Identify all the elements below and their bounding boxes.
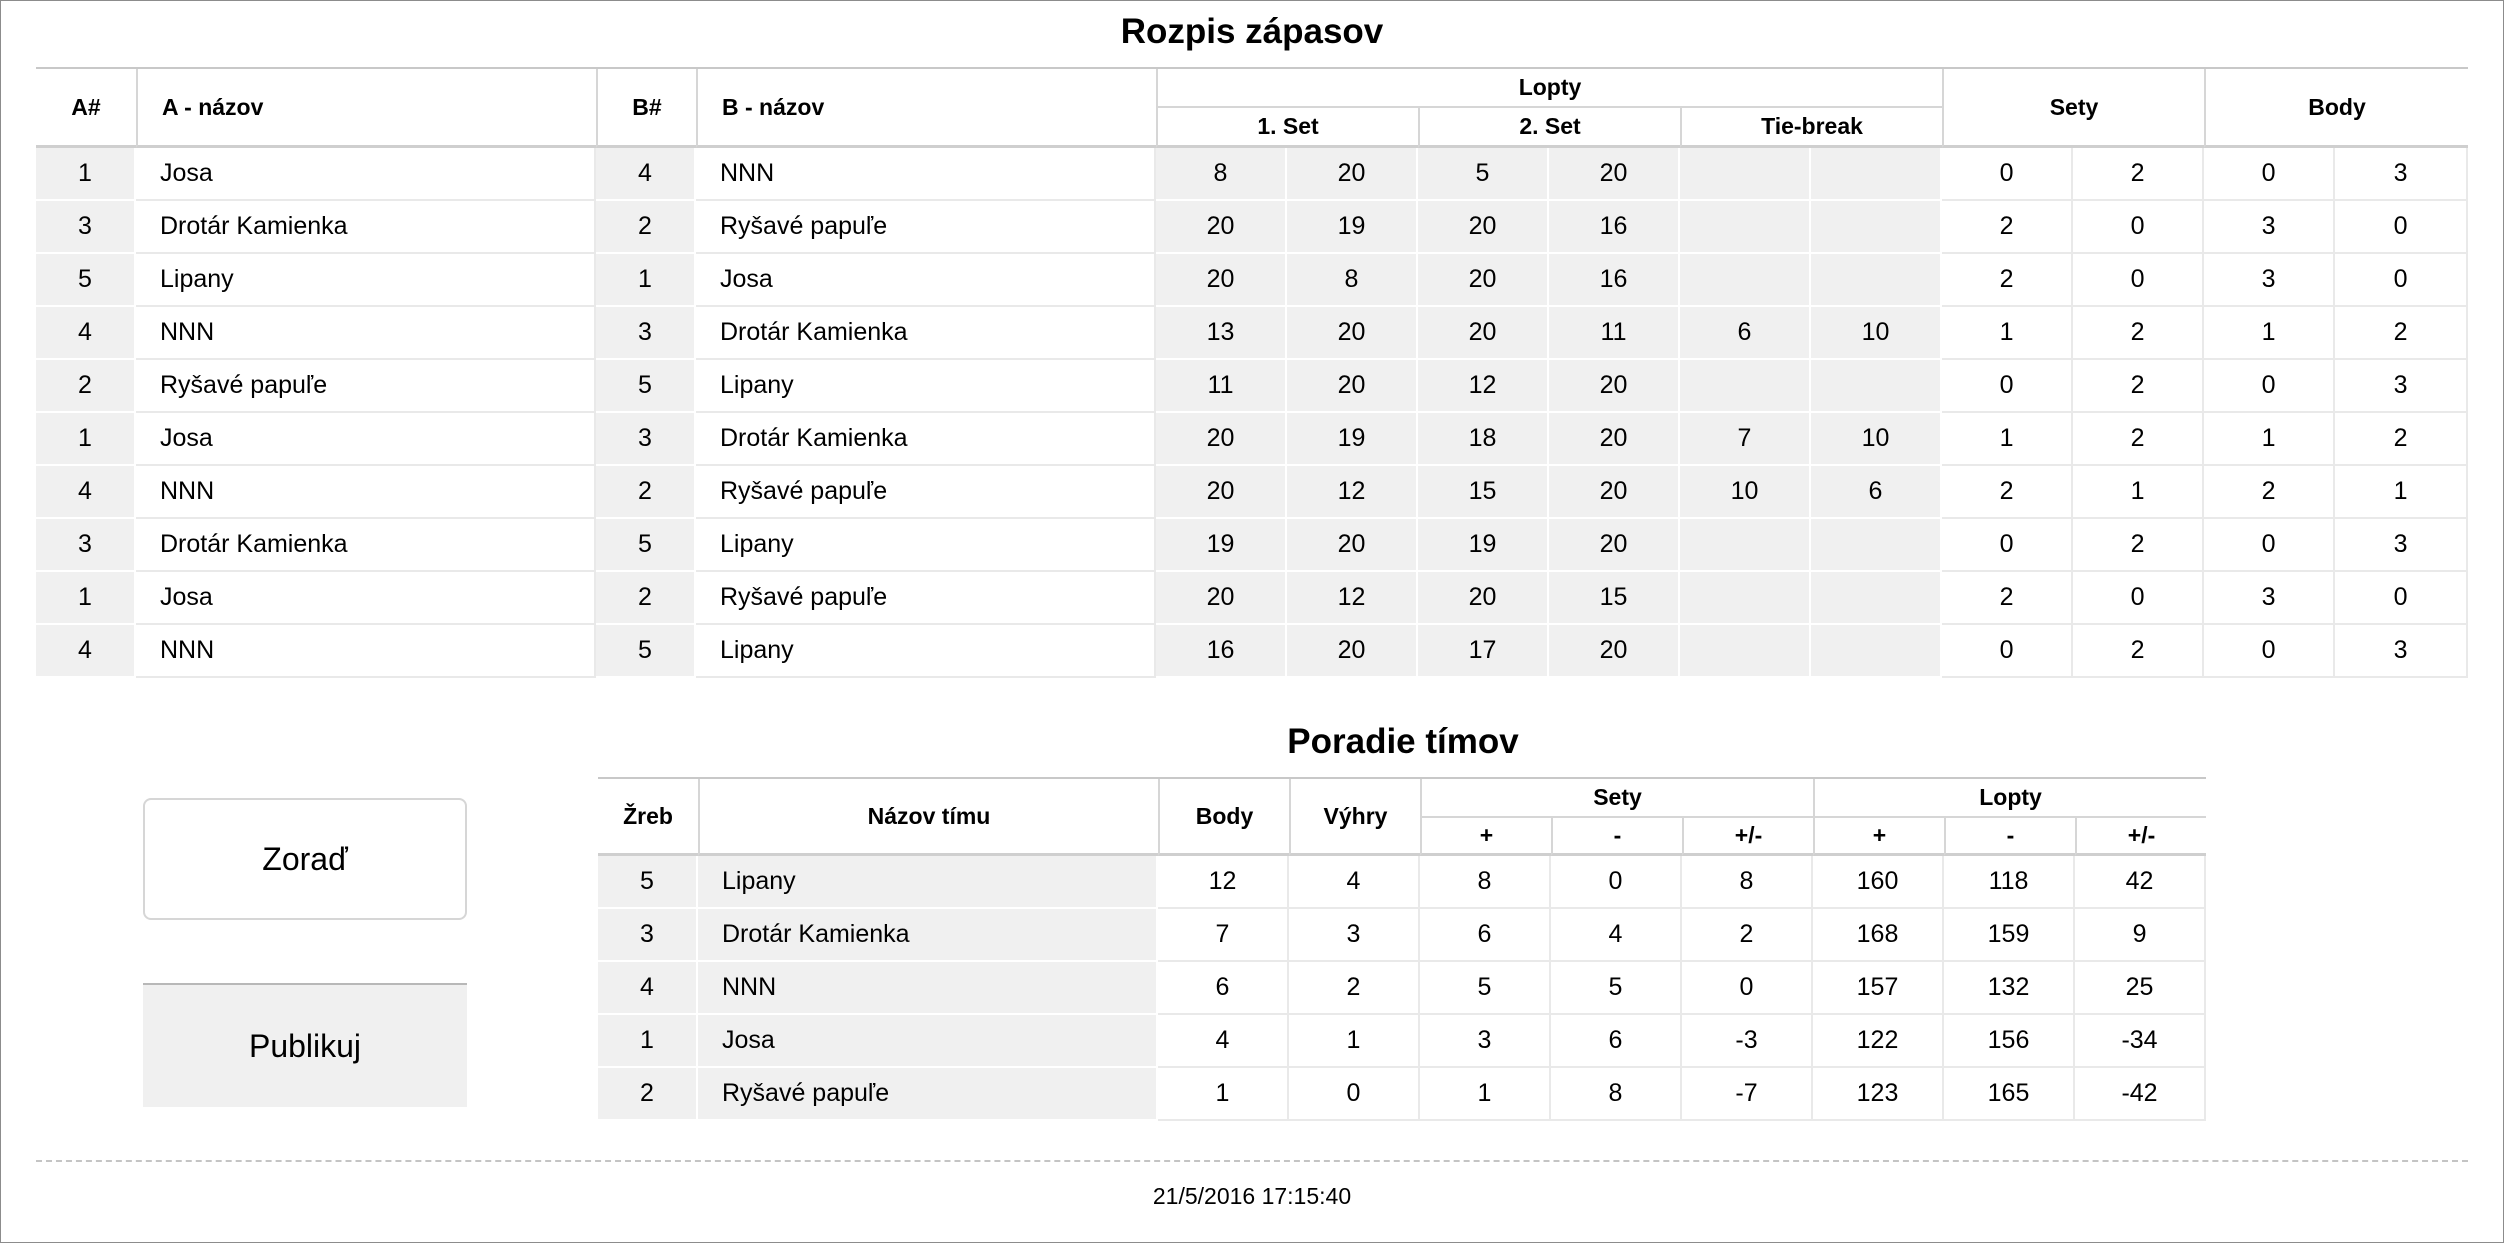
cell-sp: 5 xyxy=(1420,962,1551,1015)
match-row xyxy=(36,148,2468,201)
cell-body: 4 xyxy=(1158,1015,1289,1068)
cell-a-num: 1 xyxy=(36,148,136,201)
cell-bb: 3 xyxy=(2335,360,2468,413)
cell-tbb xyxy=(1811,148,1942,201)
cell-s1b: 8 xyxy=(1287,254,1418,307)
cell-s2a: 20 xyxy=(1418,254,1549,307)
cell-tbb xyxy=(1811,201,1942,254)
cell-b-num: 2 xyxy=(596,201,696,254)
cell-a-name: Drotár Kamienka xyxy=(136,519,596,572)
cell-sm: 0 xyxy=(1551,856,1682,909)
cell-tba xyxy=(1680,360,1811,413)
cell-ld: -42 xyxy=(2075,1068,2206,1121)
cell-s1b: 20 xyxy=(1287,625,1418,678)
cell-body: 12 xyxy=(1158,856,1289,909)
timestamp: 21/5/2016 17:15:40 xyxy=(1152,1183,1352,1209)
cell-zreb: 3 xyxy=(598,909,698,962)
cell-b-num: 5 xyxy=(596,625,696,678)
cell-lp: 160 xyxy=(1813,856,1944,909)
standings-row xyxy=(598,962,2206,1015)
cell-sa: 0 xyxy=(1942,360,2073,413)
col-sety-diff: +/- xyxy=(1682,818,1813,856)
cell-sb: 2 xyxy=(2073,307,2204,360)
cell-sa: 2 xyxy=(1942,254,2073,307)
cell-sb: 2 xyxy=(2073,413,2204,466)
cell-lm: 156 xyxy=(1944,1015,2075,1068)
cell-vyhry: 3 xyxy=(1289,909,1420,962)
col-lopty-diff: +/- xyxy=(2075,818,2206,856)
col-lopty-plus: + xyxy=(1813,818,1944,856)
cell-a-num: 4 xyxy=(36,625,136,678)
col-zreb: Žreb xyxy=(598,779,698,856)
cell-s1b: 20 xyxy=(1287,519,1418,572)
cell-sp: 3 xyxy=(1420,1015,1551,1068)
cell-lp: 122 xyxy=(1813,1015,1944,1068)
cell-sb: 2 xyxy=(2073,148,2204,201)
col-b-num: B# xyxy=(596,69,696,148)
cell-vyhry: 4 xyxy=(1289,856,1420,909)
cell-ba: 3 xyxy=(2204,254,2335,307)
cell-sp: 6 xyxy=(1420,909,1551,962)
cell-a-num: 3 xyxy=(36,201,136,254)
cell-sa: 1 xyxy=(1942,413,2073,466)
cell-sb: 2 xyxy=(2073,519,2204,572)
col-a-name: A - názov xyxy=(136,69,596,148)
cell-a-name: Josa xyxy=(136,413,596,466)
match-row xyxy=(36,625,2468,678)
cell-tba: 7 xyxy=(1680,413,1811,466)
cell-s2b: 20 xyxy=(1549,625,1680,678)
cell-s1a: 20 xyxy=(1156,254,1287,307)
cell-s2a: 19 xyxy=(1418,519,1549,572)
cell-tbb xyxy=(1811,519,1942,572)
cell-s2a: 20 xyxy=(1418,201,1549,254)
standings-row xyxy=(598,1068,2206,1121)
cell-s2a: 20 xyxy=(1418,572,1549,625)
cell-bb: 0 xyxy=(2335,572,2468,625)
standings-row xyxy=(598,856,2206,909)
cell-s2b: 11 xyxy=(1549,307,1680,360)
cell-tbb xyxy=(1811,572,1942,625)
cell-name: Lipany xyxy=(698,856,1158,909)
cell-tba xyxy=(1680,519,1811,572)
cell-s1b: 12 xyxy=(1287,572,1418,625)
cell-sa: 1 xyxy=(1942,307,2073,360)
cell-a-num: 5 xyxy=(36,254,136,307)
cell-sb: 2 xyxy=(2073,360,2204,413)
cell-lm: 132 xyxy=(1944,962,2075,1015)
cell-sb: 0 xyxy=(2073,572,2204,625)
col-sety-plus: + xyxy=(1420,818,1551,856)
cell-sa: 0 xyxy=(1942,625,2073,678)
col-group-body: Body xyxy=(2204,69,2468,148)
col-body: Body xyxy=(1158,779,1289,856)
schedule-title: Rozpis zápasov xyxy=(1120,12,1384,51)
cell-sb: 1 xyxy=(2073,466,2204,519)
cell-s2a: 20 xyxy=(1418,307,1549,360)
cell-s1a: 11 xyxy=(1156,360,1287,413)
cell-a-name: NNN xyxy=(136,307,596,360)
cell-tba xyxy=(1680,254,1811,307)
cell-lm: 165 xyxy=(1944,1068,2075,1121)
cell-tba xyxy=(1680,148,1811,201)
cell-s2b: 20 xyxy=(1549,466,1680,519)
cell-zreb: 2 xyxy=(598,1068,698,1121)
cell-sm: 8 xyxy=(1551,1068,1682,1121)
cell-body: 6 xyxy=(1158,962,1289,1015)
cell-name: Josa xyxy=(698,1015,1158,1068)
standings-row xyxy=(598,1015,2206,1068)
cell-b-name: Ryšavé papuľe xyxy=(696,466,1156,519)
cell-bb: 0 xyxy=(2335,254,2468,307)
cell-b-name: Josa xyxy=(696,254,1156,307)
cell-a-num: 1 xyxy=(36,572,136,625)
cell-bb: 3 xyxy=(2335,519,2468,572)
cell-b-name: Lipany xyxy=(696,625,1156,678)
cell-zreb: 1 xyxy=(598,1015,698,1068)
col-tiebreak: Tie-break xyxy=(1680,108,1942,148)
cell-ld: -34 xyxy=(2075,1015,2206,1068)
cell-ba: 0 xyxy=(2204,519,2335,572)
cell-tba: 10 xyxy=(1680,466,1811,519)
cell-vyhry: 2 xyxy=(1289,962,1420,1015)
cell-zreb: 4 xyxy=(598,962,698,1015)
cell-tbb xyxy=(1811,360,1942,413)
cell-s2b: 16 xyxy=(1549,201,1680,254)
cell-s1a: 8 xyxy=(1156,148,1287,201)
standings-title: Poradie tímov xyxy=(1287,722,1519,761)
cell-b-name: Ryšavé papuľe xyxy=(696,572,1156,625)
cell-ba: 0 xyxy=(2204,360,2335,413)
cell-lp: 168 xyxy=(1813,909,1944,962)
col-set1: 1. Set xyxy=(1156,108,1418,148)
cell-tbb xyxy=(1811,254,1942,307)
cell-bb: 0 xyxy=(2335,201,2468,254)
cell-sp: 8 xyxy=(1420,856,1551,909)
cell-sm: 5 xyxy=(1551,962,1682,1015)
col-group-lopty: Lopty xyxy=(1156,69,1942,108)
cell-ba: 3 xyxy=(2204,201,2335,254)
cell-s1a: 20 xyxy=(1156,466,1287,519)
cell-sd: -3 xyxy=(1682,1015,1813,1068)
col-lopty-minus: - xyxy=(1944,818,2075,856)
col-set2: 2. Set xyxy=(1418,108,1680,148)
cell-vyhry: 0 xyxy=(1289,1068,1420,1121)
match-row xyxy=(36,572,2468,625)
cell-bb: 3 xyxy=(2335,148,2468,201)
cell-zreb: 5 xyxy=(598,856,698,909)
cell-b-num: 2 xyxy=(596,466,696,519)
cell-b-name: Drotár Kamienka xyxy=(696,413,1156,466)
cell-b-num: 5 xyxy=(596,360,696,413)
cell-s1a: 20 xyxy=(1156,201,1287,254)
cell-lm: 159 xyxy=(1944,909,2075,962)
cell-s2b: 20 xyxy=(1549,413,1680,466)
cell-bb: 3 xyxy=(2335,625,2468,678)
standings-row xyxy=(598,909,2206,962)
cell-s1b: 12 xyxy=(1287,466,1418,519)
cell-sm: 6 xyxy=(1551,1015,1682,1068)
cell-sd: 8 xyxy=(1682,856,1813,909)
cell-s2a: 12 xyxy=(1418,360,1549,413)
cell-sd: -7 xyxy=(1682,1068,1813,1121)
cell-ba: 0 xyxy=(2204,625,2335,678)
col-a-num: A# xyxy=(36,69,136,148)
cell-b-num: 5 xyxy=(596,519,696,572)
cell-a-name: Drotár Kamienka xyxy=(136,201,596,254)
cell-b-num: 3 xyxy=(596,307,696,360)
cell-ba: 0 xyxy=(2204,148,2335,201)
cell-b-num: 2 xyxy=(596,572,696,625)
cell-name: NNN xyxy=(698,962,1158,1015)
cell-bb: 2 xyxy=(2335,413,2468,466)
col-group-sety: Sety xyxy=(1942,69,2204,148)
col-group-lopty: Lopty xyxy=(1813,779,2206,818)
cell-vyhry: 1 xyxy=(1289,1015,1420,1068)
sort-button[interactable]: Zoraď xyxy=(143,798,467,920)
cell-a-name: Lipany xyxy=(136,254,596,307)
cell-sa: 0 xyxy=(1942,519,2073,572)
cell-sb: 0 xyxy=(2073,201,2204,254)
cell-tba xyxy=(1680,572,1811,625)
cell-a-num: 1 xyxy=(36,413,136,466)
cell-b-name: Ryšavé papuľe xyxy=(696,201,1156,254)
cell-sa: 0 xyxy=(1942,148,2073,201)
cell-s2b: 16 xyxy=(1549,254,1680,307)
cell-s1a: 13 xyxy=(1156,307,1287,360)
cell-a-name: NNN xyxy=(136,625,596,678)
match-row xyxy=(36,519,2468,572)
cell-tba: 6 xyxy=(1680,307,1811,360)
cell-sp: 1 xyxy=(1420,1068,1551,1121)
schedule-table xyxy=(36,67,2468,678)
cell-s1a: 19 xyxy=(1156,519,1287,572)
cell-s2a: 18 xyxy=(1418,413,1549,466)
cell-body: 7 xyxy=(1158,909,1289,962)
cell-s2b: 20 xyxy=(1549,360,1680,413)
cell-ld: 25 xyxy=(2075,962,2206,1015)
cell-s1a: 20 xyxy=(1156,413,1287,466)
cell-sm: 4 xyxy=(1551,909,1682,962)
cell-tbb: 6 xyxy=(1811,466,1942,519)
cell-sb: 0 xyxy=(2073,254,2204,307)
cell-s2b: 20 xyxy=(1549,519,1680,572)
cell-a-name: Josa xyxy=(136,572,596,625)
col-b-name: B - názov xyxy=(696,69,1156,148)
cell-s1a: 20 xyxy=(1156,572,1287,625)
cell-tbb: 10 xyxy=(1811,413,1942,466)
match-row xyxy=(36,360,2468,413)
match-row xyxy=(36,466,2468,519)
cell-b-name: NNN xyxy=(696,148,1156,201)
cell-ba: 1 xyxy=(2204,307,2335,360)
cell-ba: 1 xyxy=(2204,413,2335,466)
cell-a-num: 4 xyxy=(36,466,136,519)
cell-b-name: Lipany xyxy=(696,360,1156,413)
footer-divider xyxy=(36,1160,2468,1162)
cell-sa: 2 xyxy=(1942,201,2073,254)
col-team-name: Názov tímu xyxy=(698,779,1158,856)
col-group-sety: Sety xyxy=(1420,779,1813,818)
cell-sb: 2 xyxy=(2073,625,2204,678)
cell-bb: 2 xyxy=(2335,307,2468,360)
cell-s2b: 15 xyxy=(1549,572,1680,625)
cell-s2a: 5 xyxy=(1418,148,1549,201)
cell-a-name: Josa xyxy=(136,148,596,201)
cell-a-num: 3 xyxy=(36,519,136,572)
match-row xyxy=(36,201,2468,254)
match-row xyxy=(36,413,2468,466)
cell-tbb xyxy=(1811,625,1942,678)
cell-lp: 157 xyxy=(1813,962,1944,1015)
cell-b-num: 1 xyxy=(596,254,696,307)
cell-b-name: Lipany xyxy=(696,519,1156,572)
cell-tbb: 10 xyxy=(1811,307,1942,360)
cell-lp: 123 xyxy=(1813,1068,1944,1121)
cell-bb: 1 xyxy=(2335,466,2468,519)
cell-sd: 0 xyxy=(1682,962,1813,1015)
standings-table xyxy=(598,777,2206,1121)
cell-ld: 42 xyxy=(2075,856,2206,909)
cell-s1b: 19 xyxy=(1287,201,1418,254)
cell-ld: 9 xyxy=(2075,909,2206,962)
cell-s2a: 17 xyxy=(1418,625,1549,678)
cell-ba: 2 xyxy=(2204,466,2335,519)
cell-sa: 2 xyxy=(1942,466,2073,519)
cell-tba xyxy=(1680,625,1811,678)
col-vyhry: Výhry xyxy=(1289,779,1420,856)
col-sety-minus: - xyxy=(1551,818,1682,856)
cell-s1b: 20 xyxy=(1287,307,1418,360)
cell-name: Drotár Kamienka xyxy=(698,909,1158,962)
cell-s1b: 20 xyxy=(1287,148,1418,201)
cell-name: Ryšavé papuľe xyxy=(698,1068,1158,1121)
publish-button[interactable]: Publikuj xyxy=(143,983,467,1107)
cell-s2b: 20 xyxy=(1549,148,1680,201)
match-row xyxy=(36,254,2468,307)
cell-sd: 2 xyxy=(1682,909,1813,962)
cell-a-num: 2 xyxy=(36,360,136,413)
cell-ba: 3 xyxy=(2204,572,2335,625)
cell-s2a: 15 xyxy=(1418,466,1549,519)
cell-sa: 2 xyxy=(1942,572,2073,625)
cell-a-name: NNN xyxy=(136,466,596,519)
cell-b-name: Drotár Kamienka xyxy=(696,307,1156,360)
cell-s1b: 20 xyxy=(1287,360,1418,413)
cell-b-num: 3 xyxy=(596,413,696,466)
cell-s1a: 16 xyxy=(1156,625,1287,678)
cell-b-num: 4 xyxy=(596,148,696,201)
cell-a-name: Ryšavé papuľe xyxy=(136,360,596,413)
cell-s1b: 19 xyxy=(1287,413,1418,466)
cell-tba xyxy=(1680,201,1811,254)
cell-body: 1 xyxy=(1158,1068,1289,1121)
match-row xyxy=(36,307,2468,360)
cell-lm: 118 xyxy=(1944,856,2075,909)
cell-a-num: 4 xyxy=(36,307,136,360)
